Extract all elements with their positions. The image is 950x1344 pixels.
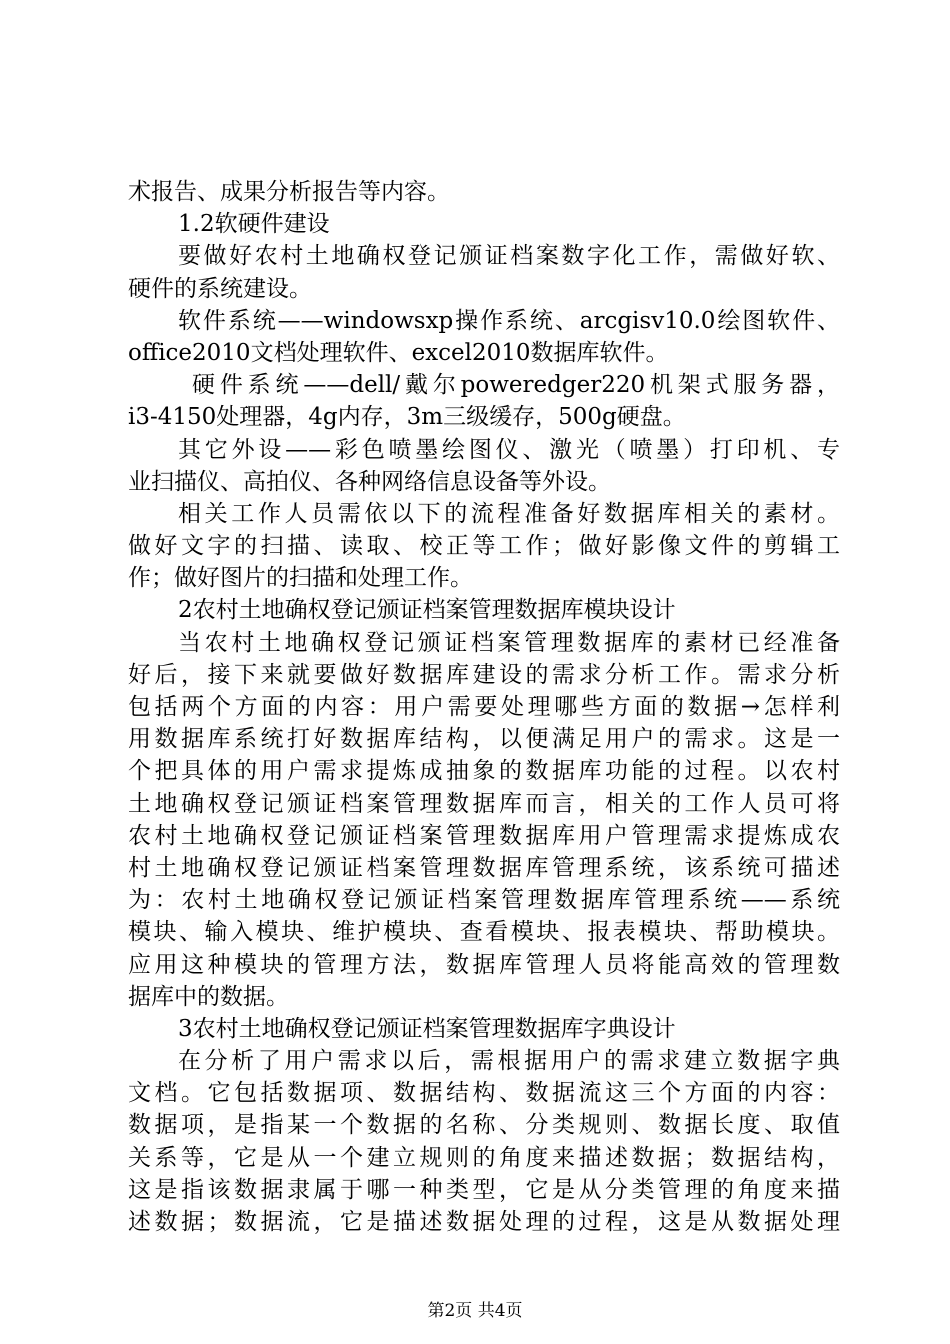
paragraph-line: 文档。它包括数据项、数据结构、数据流这三个方面的内容： xyxy=(128,1080,840,1107)
paragraph-line: 当农村土地确权登记颁证档案管理数据库的素材已经准备 xyxy=(178,629,840,656)
paragraph-line: 好后，接下来就要做好数据库建设的需求分析工作。需求分析 xyxy=(128,661,840,688)
paragraph-line: 包括两个方面的内容：用户需要处理哪些方面的数据→怎样利 xyxy=(128,694,840,720)
paragraph-line: 在分析了用户需求以后，需根据用户的需求建立数据字典 xyxy=(178,1048,840,1075)
paragraph-line: 据库中的数据。 xyxy=(128,983,289,1010)
paragraph-line: 相关工作人员需依以下的流程准备好数据库相关的素材。 xyxy=(178,500,840,527)
paragraph-line: 数据项，是指某一个数据的名称、分类规则、数据长度、取值 xyxy=(128,1112,840,1139)
document-body xyxy=(128,176,840,1238)
paragraph-line: 为：农村土地确权登记颁证档案管理数据库管理系统——系统 xyxy=(128,887,840,914)
paragraph-line: 这是指该数据隶属于哪一种类型，它是从分类管理的角度来描 xyxy=(128,1176,840,1203)
paragraph-line: 应用这种模块的管理方法，数据库管理人员将能高效的管理数 xyxy=(128,951,840,978)
section-heading: 3农村土地确权登记颁证档案管理数据库字典设计 xyxy=(178,1015,676,1042)
section-heading: 1.2软硬件建设 xyxy=(178,211,330,238)
paragraph-line: 农村土地确权登记颁证档案管理数据库用户管理需求提炼成农 xyxy=(128,822,840,849)
paragraph-line: 个把具体的用户需求提炼成抽象的数据库功能的过程。以农村 xyxy=(128,758,840,785)
paragraph-line: 土地确权登记颁证档案管理数据库而言，相关的工作人员可将 xyxy=(128,790,840,817)
paragraph-line: 其它外设——彩色喷墨绘图仪、激光（喷墨）打印机、专 xyxy=(178,436,840,463)
paragraph-line: 要做好农村土地确权登记颁证档案数字化工作，需做好软、 xyxy=(178,243,840,270)
paragraph-line: 业扫描仪、高拍仪、各种网络信息设备等外设。 xyxy=(128,468,611,495)
paragraph-line: 模块、输入模块、维护模块、查看模块、报表模块、帮助模块。 xyxy=(128,919,840,946)
page-number: 第2页 共4页 xyxy=(427,1301,523,1321)
paragraph-line: 村土地确权登记颁证档案管理数据库管理系统，该系统可描述 xyxy=(128,854,840,881)
paragraph-line: i3-4150处理器，4g内存，3m三级缓存，500g硬盘。 xyxy=(128,404,686,431)
paragraph-line: 硬件系统——dell/戴尔poweredger220机架式服务器， xyxy=(192,372,840,399)
paragraph-line: 述数据；数据流，它是描述数据处理的过程，这是从数据处理 xyxy=(128,1209,840,1235)
paragraph-line: 术报告、成果分析报告等内容。 xyxy=(128,179,450,205)
paragraph-line: 硬件的系统建设。 xyxy=(128,275,312,302)
page-footer xyxy=(0,1300,950,1322)
paragraph-line: 做好文字的扫描、读取、校正等工作；做好影像文件的剪辑工 xyxy=(128,533,840,560)
paragraph-line: 软件系统——windowsxp操作系统、arcgisv10.0绘图软件、 xyxy=(178,307,840,334)
paragraph-line: 用数据库系统打好数据库结构，以便满足用户的需求。这是一 xyxy=(128,726,840,753)
paragraph-line: office2010文档处理软件、excel2010数据库软件。 xyxy=(128,339,669,366)
paragraph-line: 关系等，它是从一个建立规则的角度来描述数据；数据结构， xyxy=(128,1144,840,1171)
section-heading: 2农村土地确权登记颁证档案管理数据库模块设计 xyxy=(178,597,676,624)
paragraph-line: 作；做好图片的扫描和处理工作。 xyxy=(128,565,473,592)
